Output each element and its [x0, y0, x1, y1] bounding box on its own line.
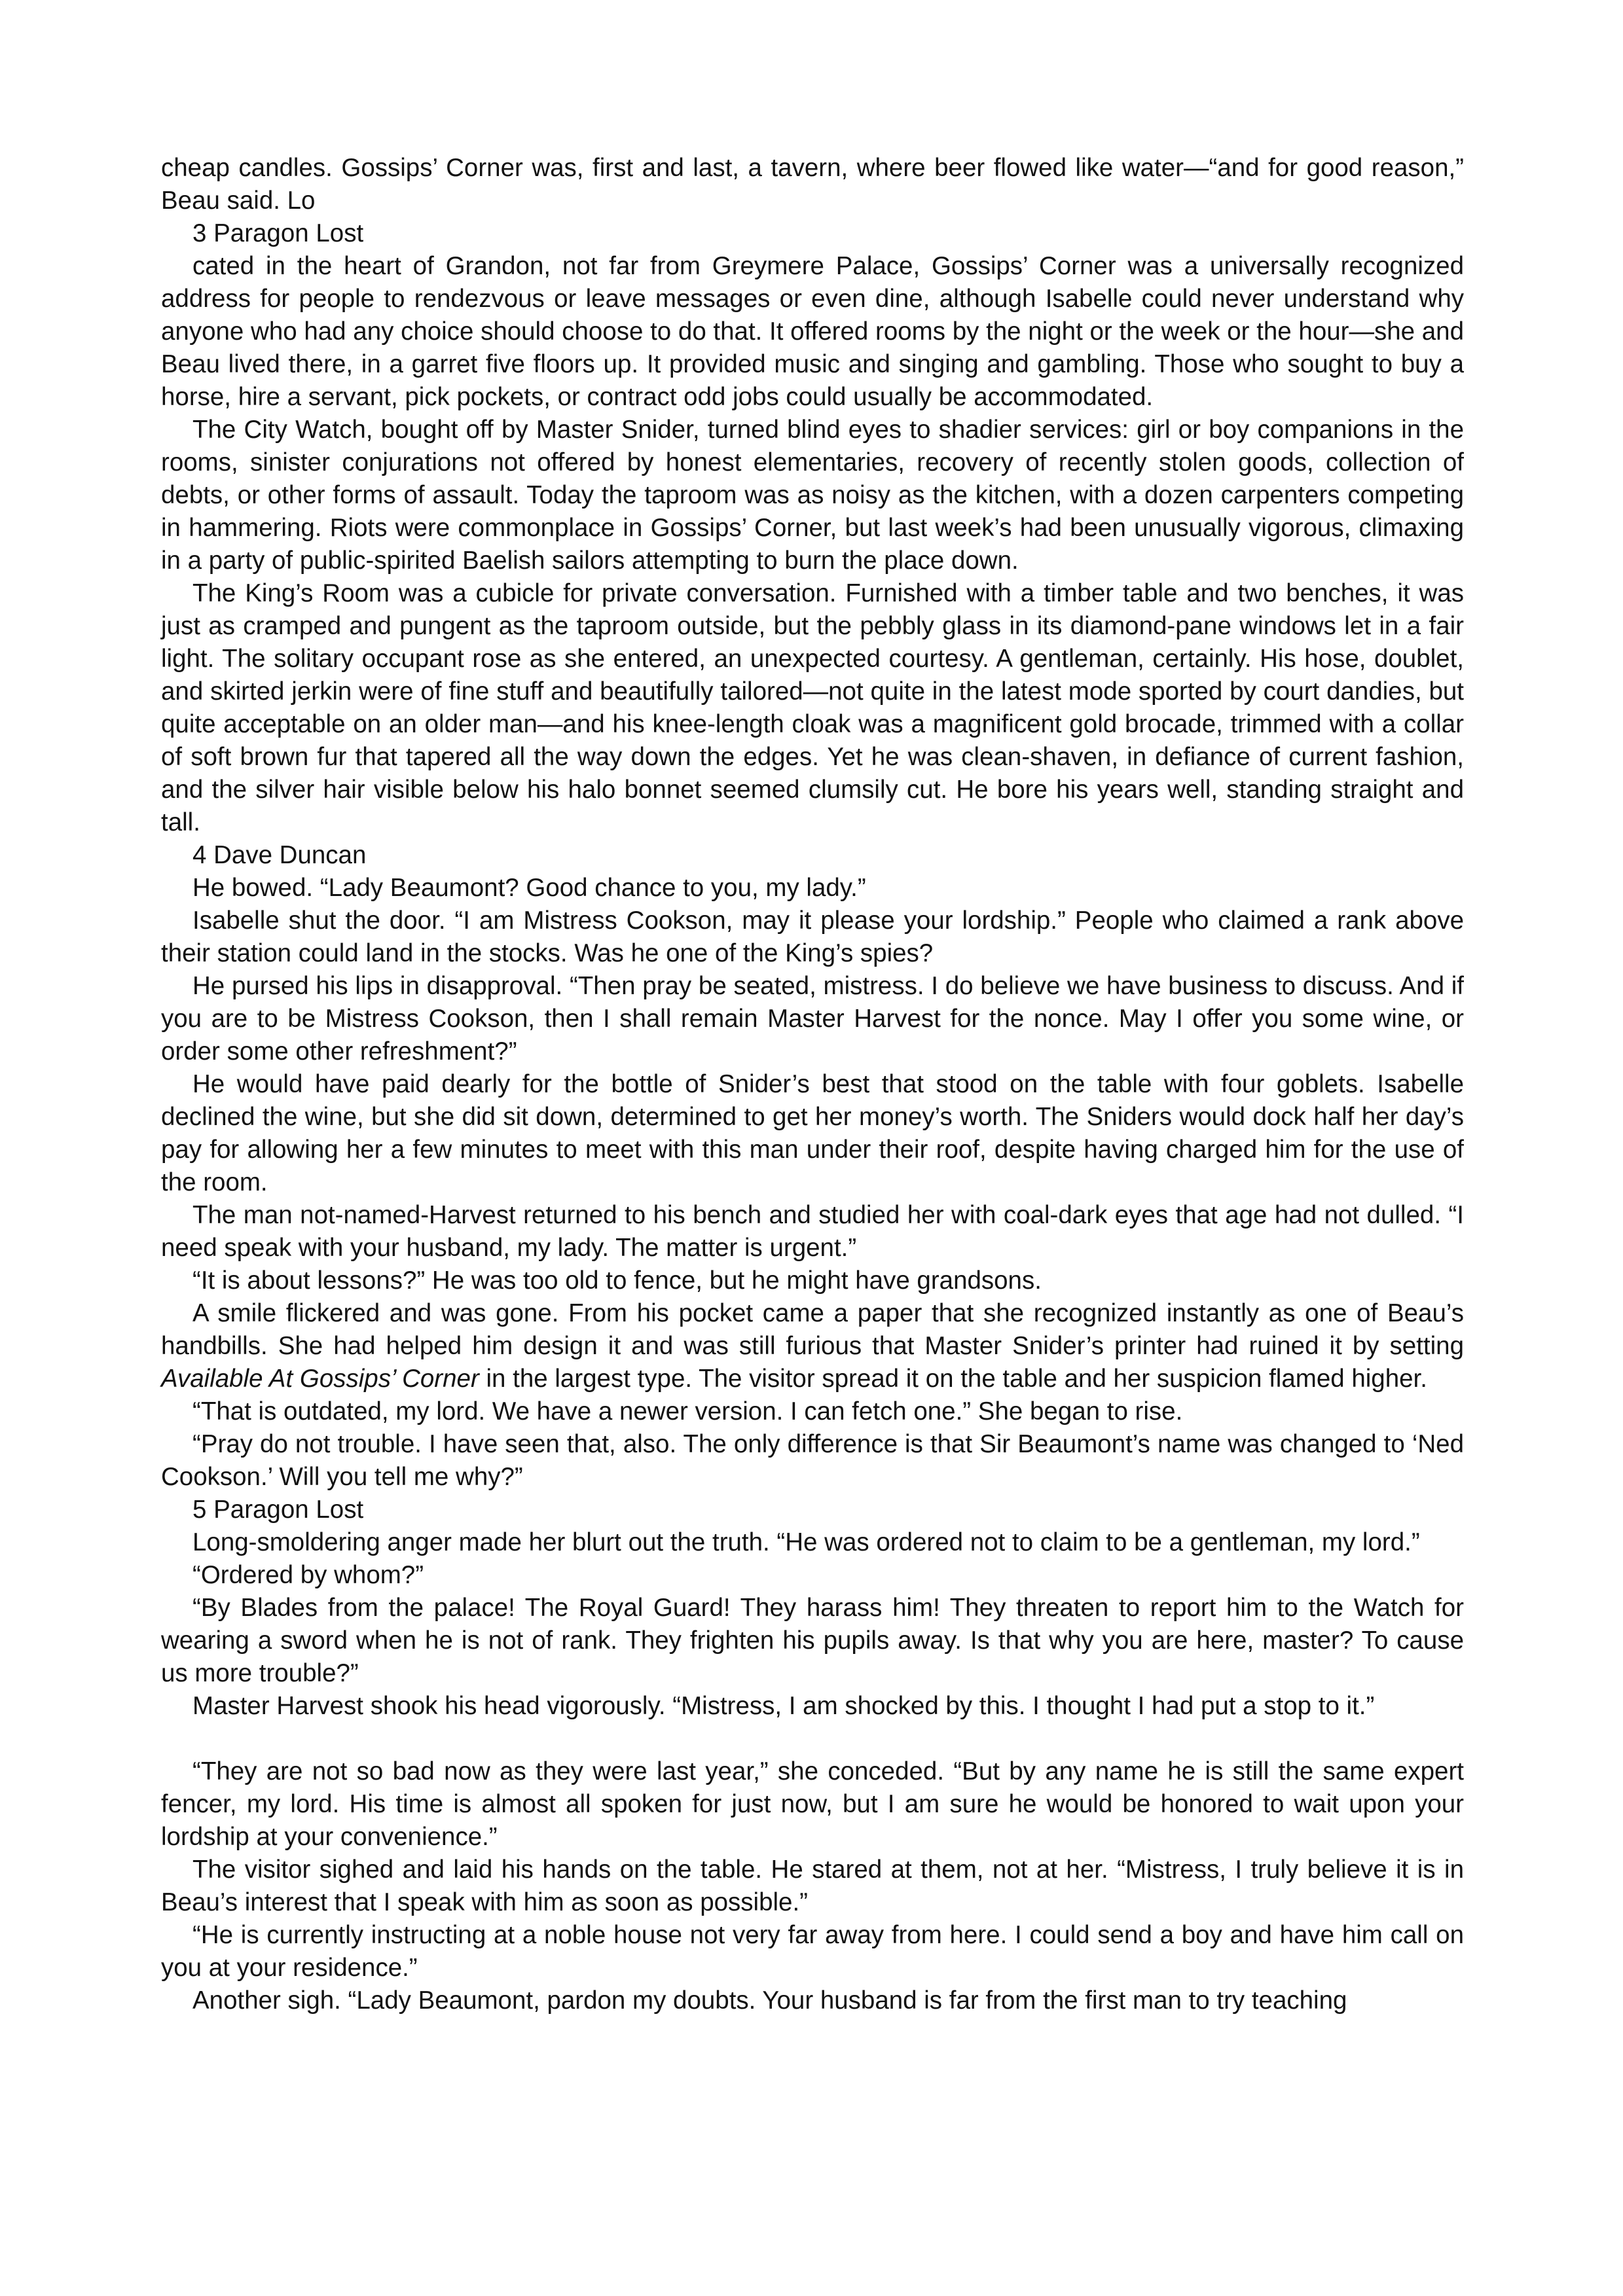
paragraph-1: cheap candles. Gossips’ Corner was, first and last, a tavern, where beer flowed like water—“and for good reason,” Beau said. Lo	[161, 154, 1464, 215]
paragraph-3: The City Watch, bought off by Master Snider, turned blind eyes to shadier services: girl or boy companions in the rooms, sinister conjurations not offered by honest elementaries, recovery of recently stolen goods, collection of debts, or other forms of assault. Today the taproom was as noisy as the kitchen, with a dozen carpenters competing in hammering. Riots were commonplace in Gossips’ Corner, but last week’s had been unusually vigorous, climaxing in a party of public-spirited Baelish sailors attempting to burn the place down.	[161, 416, 1464, 575]
paragraph-21: Another sigh. “Lady Beaumont, pardon my doubts. Your husband is far from the first man to try teaching	[192, 1986, 1347, 2015]
paragraph-11-start: A smile flickered and was gone. From his pocket came a paper that she recognized instantly as one of Beau’s handbills. She had helped him design it and was still furious that Master Snider’s printer had ruined it by setting	[161, 1299, 1464, 1360]
paragraph-2: cated in the heart of Grandon, not far from Greymere Palace, Gossips’ Corner was a universally recognized address for people to rendezvous or leave messages or even dine, although Isabelle could never understand why anyone who had any choice should choose to do that. It offered rooms by the night or the week or the hour—she and Beau lived there, in a garret five floors up. It provided music and singing and gambling. Those who sought to buy a horse, hire a servant, pick pockets, or contract odd jobs could usually be accommodated.	[161, 252, 1464, 411]
paragraph-7: He pursed his lips in disapproval. “Then pray be seated, mistress. I do believe we have business to discuss. And if you are to be Mistress Cookson, then I shall remain Master Harvest for the nonce. May I offer you some wine, or order some other refreshment?”	[161, 972, 1464, 1066]
paragraph-15: “Ordered by whom?”	[192, 1561, 424, 1589]
running-header-4: 4 Dave Duncan	[192, 841, 367, 869]
paragraph-20: “He is currently instructing at a noble house not very far away from here. I could send a boy and have him call on you at your residence.”	[161, 1921, 1464, 1982]
page-body	[161, 152, 1464, 2017]
paragraph-17: Master Harvest shook his head vigorously. “Mistress, I am shocked by this. I thought I had put a stop to it.”	[192, 1692, 1375, 1720]
paragraph-19: The visitor sighed and laid his hands on the table. He stared at them, not at her. “Mistress, I truly believe it is in Beau’s interest that I speak with him as soon as possible.”	[161, 1856, 1464, 1916]
paragraph-11-end: in the largest type. The visitor spread it on the table and her suspicion flamed higher.	[486, 1365, 1427, 1393]
running-header-3: 3 Paragon Lost	[192, 219, 364, 247]
handbill-italic-text: Available At Gossips’ Corner	[161, 1365, 479, 1393]
paragraph-8: He would have paid dearly for the bottle of Snider’s best that stood on the table with four goblets. Isabelle declined the wine, but she did sit down, determined to get her money’s worth. The Sniders would dock half her day’s pay for allowing her a few minutes to meet with this man under their roof, despite having charged him for the use of the room.	[161, 1070, 1464, 1196]
paragraph-14: Long-smoldering anger made her blurt out the truth. “He was ordered not to claim to be a gentleman, my lord.”	[192, 1528, 1420, 1556]
paragraph-13: “Pray do not trouble. I have seen that, also. The only difference is that Sir Beaumont’s name was changed to ‘Ned Cookson.’ Will you tell me why?”	[161, 1430, 1464, 1491]
running-header-5: 5 Paragon Lost	[192, 1496, 364, 1524]
paragraph-9: The man not-named-Harvest returned to his bench and studied her with coal-dark eyes that age had not dulled. “I need speak with your husband, my lady. The matter is urgent.”	[161, 1201, 1464, 1262]
paragraph-12: “That is outdated, my lord. We have a newer version. I can fetch one.” She began to rise.	[192, 1397, 1183, 1426]
paragraph-10: “It is about lessons?” He was too old to fence, but he might have grandsons.	[192, 1266, 1042, 1295]
paragraph-4: The King’s Room was a cubicle for private conversation. Furnished with a timber table and two benches, it was just as cramped and pungent as the taproom outside, but the pebbly glass in its diamond-pane windows let in a fair light. The solitary occupant rose as she entered, an unexpected courtesy. A gentleman, certainly. His hose, doublet, and skirted jerkin were of fine stuff and beautifully tailored—not quite in the latest mode sported by court dandies, but quite acceptable on an older man—and his knee-length cloak was a magnificent gold brocade, trimmed with a collar of soft brown fur that tapered all the way down the edges. Yet he was clean-shaven, in defiance of current fashion, and the silver hair visible below his halo bonnet seemed clumsily cut. He bore his years well, standing straight and tall.	[161, 579, 1464, 836]
paragraph-16: “By Blades from the palace! The Royal Guard! They harass him! They threaten to report him to the Watch for wearing a sword when he is not of rank. They frighten his pupils away. Is that why you are here, master? To cause us more trouble?”	[161, 1594, 1464, 1687]
paragraph-5: He bowed. “Lady Beaumont? Good chance to you, my lady.”	[192, 874, 866, 902]
paragraph-18: “They are not so bad now as they were last year,” she conceded. “But by any name he is still the same expert fencer, my lord. His time is almost all spoken for just now, but I am sure he would be honored to wait upon your lordship at your convenience.”	[161, 1757, 1464, 1851]
paragraph-11	[161, 1297, 1464, 1395]
paragraph-6: Isabelle shut the door. “I am Mistress Cookson, may it please your lordship.” People who claimed a rank above their station could land in the stocks. Was he one of the King’s spies?	[161, 906, 1464, 967]
